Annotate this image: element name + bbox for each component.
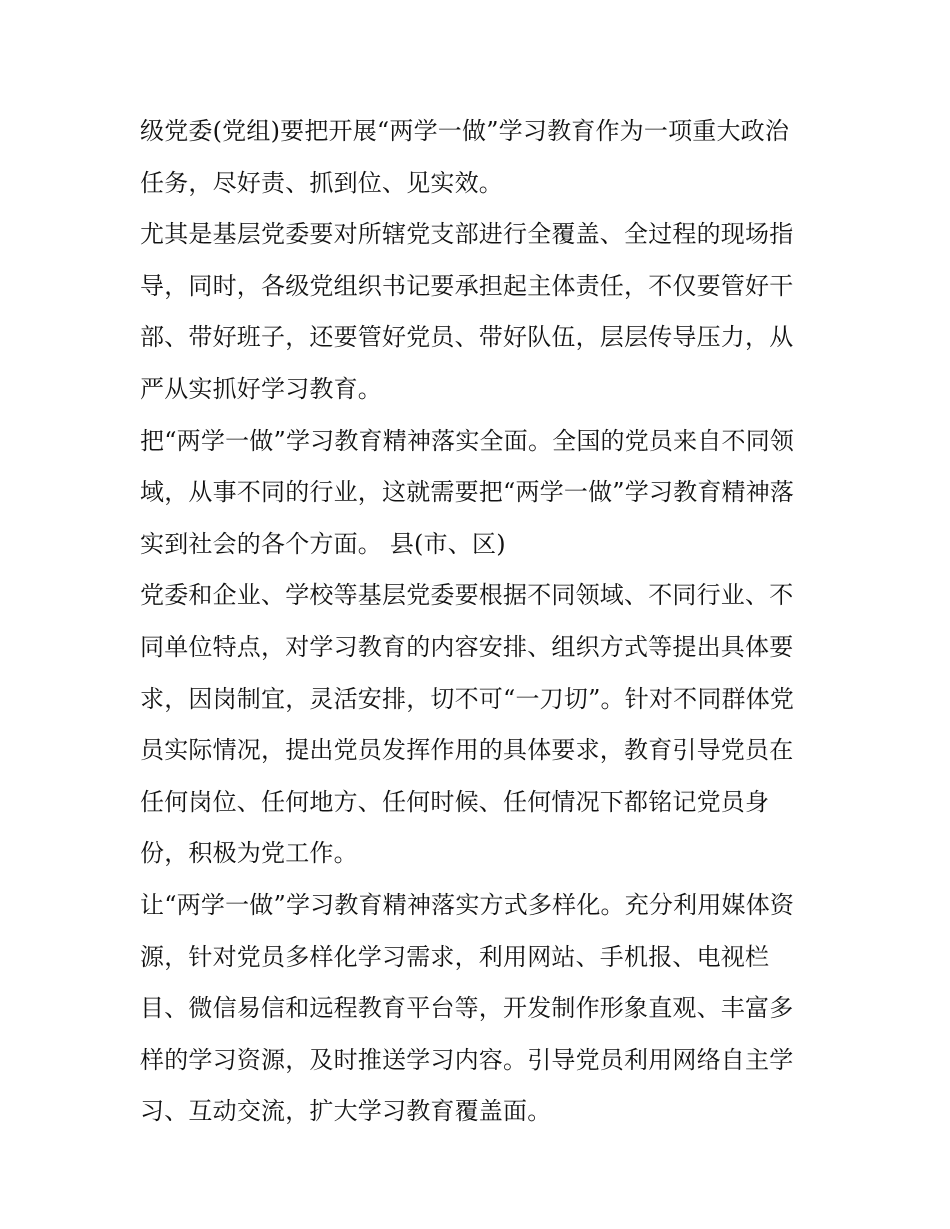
text-line-12: 求，因岗制宜，灵活安排，切不可“一刀切”。针对不同群体党 bbox=[140, 684, 795, 713]
text-line-11: 同单位特点，对学习教育的内容安排、组织方式等提出具体要 bbox=[140, 632, 794, 661]
text-line-7: 把“两学一做”学习教育精神落实全面。全国的党员来自不同领 bbox=[140, 426, 795, 455]
document-body bbox=[140, 106, 820, 1138]
text-line-5: 部、带好班子，还要管好党员、带好队伍，层层传导压力，从 bbox=[140, 323, 794, 352]
text-line-17: 源，针对党员多样化学习需求，利用网站、手机报、电视栏 bbox=[140, 942, 770, 971]
text-line-20: 习、互动交流，扩大学习教育覆盖面。 bbox=[140, 1097, 552, 1126]
text-line-18: 目、微信易信和远程教育平台等，开发制作形象直观、丰富多 bbox=[140, 994, 794, 1023]
text-line-15: 份，积极为党工作。 bbox=[140, 839, 358, 868]
text-line-13: 员实际情况，提出党员发挥作用的具体要求，教育引导党员在 bbox=[140, 736, 794, 765]
text-line-10: 党委和企业、学校等基层党委要根据不同领域、不同行业、不 bbox=[140, 581, 794, 610]
text-line-4: 导，同时，各级党组织书记要承担起主体责任，不仅要管好干 bbox=[140, 271, 794, 300]
text-line-6: 严从实抓好学习教育。 bbox=[140, 374, 382, 403]
text-line-1: 级党委(党组)要把开展“两学一做”学习教育作为一项重大政治 bbox=[140, 117, 790, 145]
text-line-3: 尤其是基层党委要对所辖党支部进行全覆盖、全过程的现场指 bbox=[140, 220, 794, 249]
text-line-2: 任务，尽好责、抓到位、见实效。 bbox=[140, 168, 503, 197]
text-line-19: 样的学习资源，及时推送学习内容。引导党员利用网络自主学 bbox=[140, 1045, 794, 1074]
text-line-16: 让“两学一做”学习教育精神落实方式多样化。充分利用媒体资 bbox=[140, 890, 795, 919]
text-line-9: 实到社会的各个方面。 县(市、区) bbox=[140, 529, 506, 558]
text-line-14: 任何岗位、任何地方、任何时候、任何情况下都铭记党员身 bbox=[140, 787, 770, 816]
text-line-8: 域，从事不同的行业，这就需要把“两学一做”学习教育精神落 bbox=[140, 478, 795, 507]
